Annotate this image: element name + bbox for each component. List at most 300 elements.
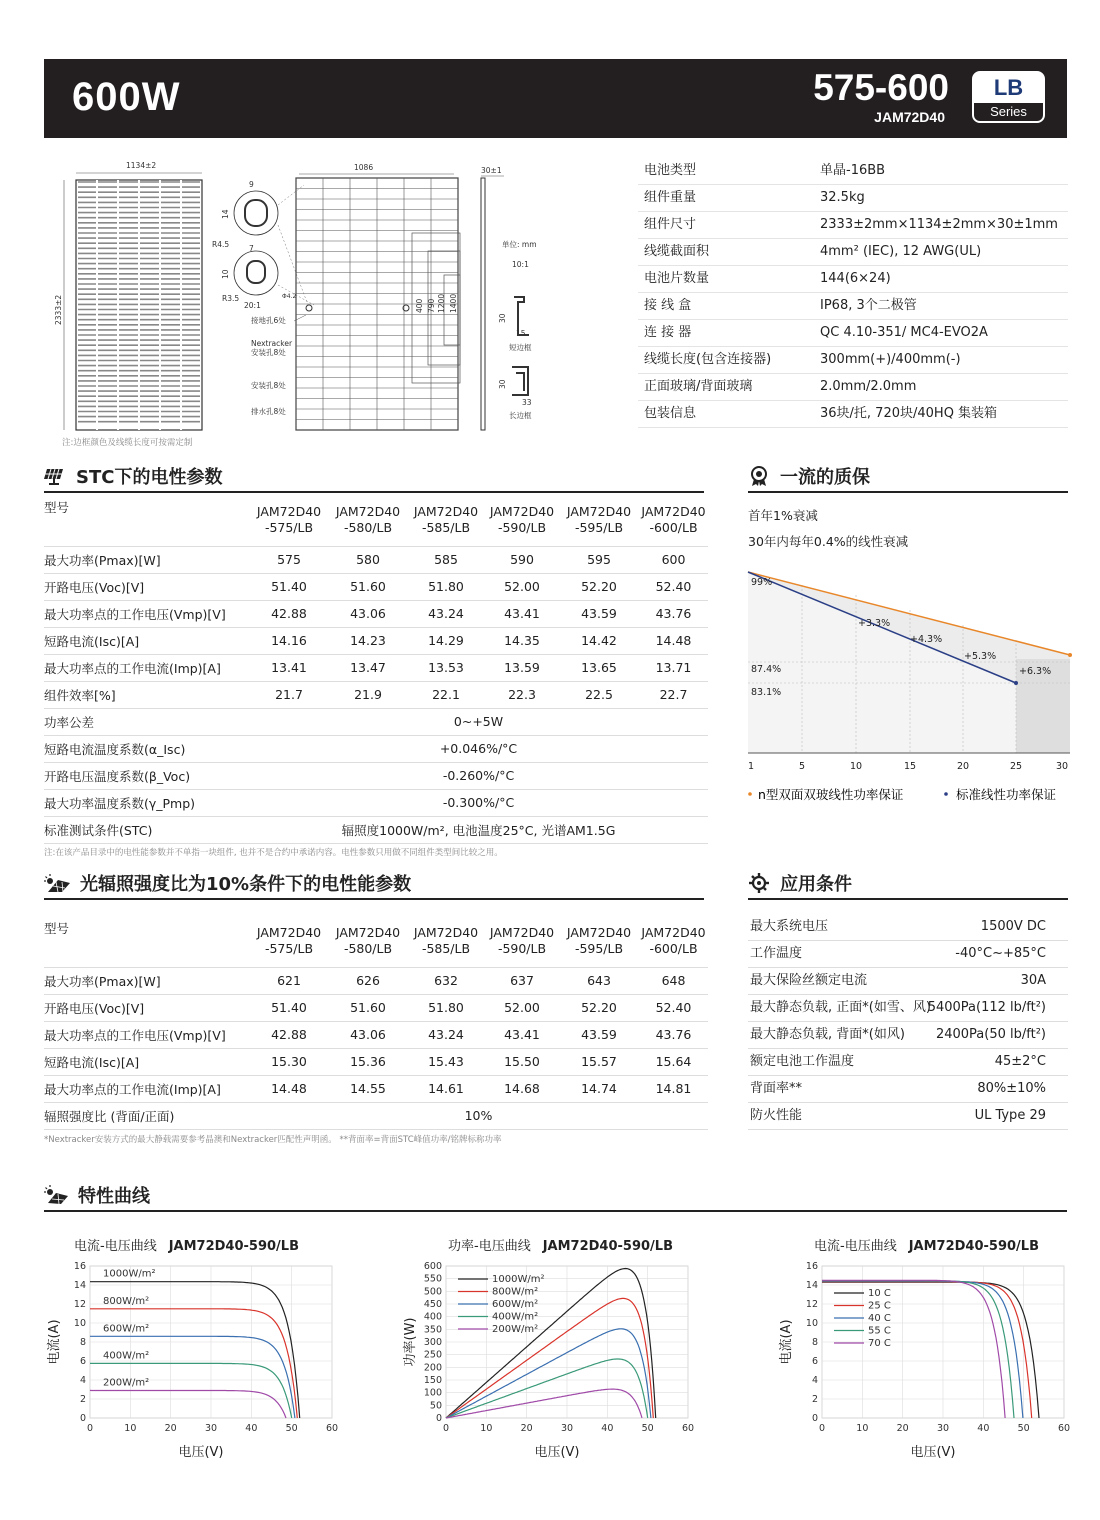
table-cell: 辐照强度比 (背面/正面): [44, 1102, 249, 1129]
chart3-title: 电流-电压曲线: [814, 1239, 897, 1254]
table-header-cell: JAM72D40 -580/LB: [329, 494, 407, 546]
table-cell: 590: [485, 546, 559, 573]
table-cell: -0.300%/°C: [249, 789, 708, 816]
mount-hole-label: 安装孔8处: [251, 381, 286, 390]
spec-row: [638, 158, 1068, 185]
spec-value: 2.0mm/2.0mm: [820, 379, 917, 394]
table-cell: 600: [639, 546, 708, 573]
inner-dim: 1086: [354, 163, 374, 172]
chart1-title: 电流-电压曲线: [74, 1239, 157, 1254]
spec-key: 正面玻璃/背面玻璃: [644, 379, 753, 394]
curves-title: 特性曲线: [78, 1186, 150, 1207]
dim-9: 9: [249, 180, 254, 189]
condition-row: [748, 1049, 1068, 1076]
x-tick-label: 40: [601, 1423, 614, 1434]
table-cell: 最大功率温度系数(γ_Pmp): [44, 789, 249, 816]
table-cell: 15.36: [329, 1048, 407, 1075]
table-cell: 15.43: [407, 1048, 485, 1075]
curves-section-head: [44, 1182, 150, 1208]
spec-key: 组件尺寸: [644, 217, 697, 232]
table-cell: 15.30: [249, 1048, 329, 1075]
table-cell: 14.55: [329, 1075, 407, 1102]
y-tick-label: 200: [423, 1362, 442, 1374]
warranty-line-1: 首年1%衰减: [748, 508, 818, 523]
x-tick-label: 60: [325, 1423, 339, 1434]
spec-key: 组件重量: [644, 190, 697, 205]
stc-divider: [44, 491, 704, 493]
thick-dim: 30±1: [481, 166, 502, 175]
warranty-chart: [740, 565, 1080, 810]
table-cell: 585: [407, 546, 485, 573]
table-row: [44, 789, 708, 816]
spec-row: [638, 401, 1068, 428]
condition-value: -40°C~+85°C: [955, 946, 1046, 961]
spec-key: 线缆截面积: [644, 244, 710, 259]
table-header-cell: JAM72D40 -575/LB: [249, 915, 329, 967]
y-tick-label: 400: [423, 1311, 442, 1323]
y-tick-label: 4: [79, 1375, 86, 1386]
x-tick-label: 0: [442, 1423, 450, 1434]
dim-1200: 1200: [437, 293, 446, 313]
series-label: 800W/m²: [103, 1295, 150, 1307]
table-cell: 52.40: [639, 573, 708, 600]
x-tick-label: 30: [936, 1423, 950, 1434]
table-header-cell: JAM72D40 -585/LB: [407, 494, 485, 546]
x-tick-label: 50: [641, 1423, 654, 1434]
dim-10: 10: [221, 269, 230, 279]
x-tick-label: 60: [1057, 1423, 1071, 1434]
legend-label: 25 C: [868, 1300, 891, 1312]
table-header-cell: 型号: [44, 494, 249, 546]
spec-row: [638, 320, 1068, 347]
y-axis-label: 电流(A): [779, 1319, 794, 1365]
table-cell: 43.24: [407, 600, 485, 627]
wx-tick-6: 30: [1055, 761, 1069, 772]
y-tick-label: 300: [423, 1337, 442, 1348]
legend-blue: 标准线性功率保证: [956, 787, 1057, 802]
table-cell: 52.00: [485, 573, 559, 600]
table-header-cell: JAM72D40 -590/LB: [485, 915, 559, 967]
table-cell: 10%: [249, 1102, 708, 1129]
table-row: [44, 708, 708, 735]
y-tick-label: 2: [79, 1394, 86, 1405]
table-cell: 42.88: [249, 600, 329, 627]
table-cell: 632: [407, 967, 485, 994]
table-cell: 51.40: [249, 994, 329, 1021]
header-bar: [44, 59, 1067, 138]
table-cell: 15.57: [559, 1048, 639, 1075]
solar-panel-icon: [44, 466, 66, 486]
table-row: [44, 735, 708, 762]
table-header-row: [44, 494, 708, 546]
spec-value: IP68, 3个二极管: [820, 298, 917, 313]
table-header-cell: JAM72D40 -600/LB: [639, 915, 708, 967]
table-cell: 22.7: [639, 681, 708, 708]
table-header-cell: JAM72D40 -590/LB: [485, 494, 559, 546]
sun-panel-icon: [44, 873, 70, 893]
stc-note: 注:在该产品目录中的电性能参数并不单指一块组件, 也并不是合约中承诺内容。电性参数只用做不同组件类型间比较之用。: [44, 848, 503, 858]
table-cell: 52.20: [559, 573, 639, 600]
table-cell: 42.88: [249, 1021, 329, 1048]
condition-key: 最大静态负载, 背面*(如风): [750, 1027, 905, 1042]
dim-33: 33: [522, 398, 532, 407]
bifacial-section-head: [44, 870, 411, 896]
table-cell: 43.06: [329, 600, 407, 627]
dim-7: 7: [249, 244, 254, 253]
table-row: [44, 627, 708, 654]
spec-key: 接 线 盒: [644, 298, 692, 313]
iv-temperature-chart: [772, 1258, 1092, 1468]
conditions-title: 应用条件: [780, 874, 852, 895]
spec-value: 32.5kg: [820, 190, 865, 205]
y-tick-label: 14: [73, 1280, 86, 1291]
x-tick-label: 40: [245, 1423, 258, 1434]
y-tick-label: 100: [423, 1387, 442, 1399]
y-tick-label: 10: [73, 1318, 86, 1329]
x-tick-label: 50: [285, 1423, 298, 1434]
wx-tick-3: 15: [903, 761, 917, 772]
legend-label: 600W/m²: [492, 1299, 539, 1310]
table-cell: 最大功率点的工作电流(Imp)[A]: [44, 1075, 249, 1102]
table-cell: 13.53: [407, 654, 485, 681]
dim-r45: R4.5: [212, 240, 230, 249]
y-tick-label: 550: [423, 1273, 442, 1285]
y-axis-label: 功率(W): [403, 1317, 418, 1367]
conditions-section-head: [748, 870, 852, 896]
table-cell: 643: [559, 967, 639, 994]
spec-value: 144(6×24): [820, 271, 891, 286]
legend-blue-dot: [944, 792, 948, 796]
condition-value: 30A: [1020, 973, 1046, 988]
x-tick-label: 0: [818, 1423, 826, 1434]
table-cell: 开路电压(Voc)[V]: [44, 994, 249, 1021]
table-cell: 14.29: [407, 627, 485, 654]
table-row: [44, 762, 708, 789]
label-831: 83.1%: [751, 687, 782, 698]
table-cell: 22.1: [407, 681, 485, 708]
award-icon: [748, 465, 770, 487]
warranty-divider: [748, 491, 1068, 493]
table-cell: 13.47: [329, 654, 407, 681]
table-cell: 51.60: [329, 994, 407, 1021]
dim-14: 14: [221, 209, 230, 219]
table-row: [44, 1075, 708, 1102]
height-dim: 2333±2: [54, 294, 63, 325]
x-axis-label: 电压(V): [534, 1445, 580, 1460]
table-cell: 14.48: [249, 1075, 329, 1102]
table-cell: 短路电流温度系数(α_Isc): [44, 735, 249, 762]
y-tick-label: 12: [805, 1299, 818, 1310]
table-cell: 13.41: [249, 654, 329, 681]
legend-label: 70 C: [868, 1338, 891, 1349]
table-cell: 14.42: [559, 627, 639, 654]
table-cell: 14.23: [329, 627, 407, 654]
condition-row: [748, 1022, 1068, 1049]
table-cell: 14.74: [559, 1075, 639, 1102]
wx-tick-4: 20: [956, 761, 970, 772]
spec-row: [638, 293, 1068, 320]
table-cell: 637: [485, 967, 559, 994]
ground-hole-label: 接地孔6处: [251, 316, 286, 325]
bifacial-table: [44, 915, 708, 1130]
label-43: +4.3%: [910, 634, 943, 645]
y-tick-label: 150: [423, 1375, 442, 1386]
wx-tick-1: 5: [798, 761, 806, 772]
table-cell: 0~+5W: [249, 708, 708, 735]
unit-label: 单位: mm: [502, 240, 537, 249]
conditions-divider: [748, 898, 1068, 900]
condition-key: 最大静态负载, 正面*(如雪、风): [750, 1000, 931, 1015]
x-tick-label: 10: [124, 1423, 137, 1434]
x-tick-label: 50: [1017, 1423, 1030, 1434]
warranty-line-2: 30年内每年0.4%的线性衰减: [748, 534, 909, 549]
blue-end: [1014, 681, 1018, 685]
table-header-cell: JAM72D40 -580/LB: [329, 915, 407, 967]
table-cell: 43.06: [329, 1021, 407, 1048]
table-row: [44, 681, 708, 708]
legend-label: 10 C: [868, 1288, 891, 1299]
condition-value: 5400Pa(112 lb/ft²): [927, 1000, 1046, 1015]
y-tick-label: 6: [79, 1356, 86, 1367]
table-header-cell: JAM72D40 -575/LB: [249, 494, 329, 546]
table-cell: 52.20: [559, 994, 639, 1021]
table-cell: 621: [249, 967, 329, 994]
table-cell: 21.9: [329, 681, 407, 708]
dim-15: 15: [516, 329, 526, 338]
table-cell: 43.76: [639, 1021, 708, 1048]
scale-10: 10:1: [512, 260, 529, 269]
module-drawing: [44, 155, 624, 455]
spec-value: QC 4.10-351/ MC4-EVO2A: [820, 325, 988, 340]
short-frame-label: 短边框: [509, 343, 532, 352]
dim-30b: 30: [498, 379, 507, 389]
nextracker-holes-label: 安装孔8处: [251, 348, 286, 357]
table-cell: 13.59: [485, 654, 559, 681]
condition-key: 防火性能: [750, 1108, 803, 1123]
spec-value: 2333±2mm×1134±2mm×30±1mm: [820, 217, 1058, 232]
table-cell: 52.00: [485, 994, 559, 1021]
dim-1400: 1400: [449, 293, 458, 313]
x-axis-label: 电压(V): [178, 1445, 224, 1460]
side-profile: [481, 178, 485, 430]
table-cell: 51.80: [407, 994, 485, 1021]
x-tick-label: 20: [896, 1423, 909, 1434]
label-874: 87.4%: [751, 664, 782, 675]
table-header-cell: JAM72D40 -595/LB: [559, 494, 639, 546]
legend-orange: n型双面双玻线性功率保证: [758, 787, 904, 802]
wx-tick-5: 25: [1009, 761, 1023, 772]
bifacial-note: *Nextracker安装方式的最大静载需要参考晶澳和Nextracker匹配性声明函。 **背面率=背面STC峰值功率/铭牌标称功率: [44, 1135, 502, 1145]
table-cell: 595: [559, 546, 639, 573]
table-cell: 626: [329, 967, 407, 994]
spec-key: 电池类型: [644, 163, 697, 178]
table-cell: 14.16: [249, 627, 329, 654]
bifacial-title: 光辐照强度比为10%条件下的电性能参数: [80, 874, 412, 895]
table-cell: 648: [639, 967, 708, 994]
hole-detail-2: [234, 251, 278, 295]
table-row: [44, 967, 708, 994]
condition-row: [748, 914, 1068, 941]
y-tick-label: 500: [423, 1286, 442, 1298]
table-cell: 43.41: [485, 1021, 559, 1048]
table-cell: 575: [249, 546, 329, 573]
y-tick-label: 2: [811, 1394, 818, 1405]
spec-row: [638, 347, 1068, 374]
stc-title: STC下的电性参数: [76, 467, 223, 488]
warranty-section-head: [748, 463, 870, 489]
x-tick-label: 30: [204, 1423, 218, 1434]
y-tick-label: 12: [73, 1299, 86, 1310]
table-header-row: [44, 915, 708, 967]
hole-detail-1: [234, 191, 278, 235]
dim-400: 400: [415, 298, 424, 313]
legend-orange-dot: [748, 792, 752, 796]
badge-lb: LB: [974, 73, 1043, 103]
table-cell: 最大功率(Pmax)[W]: [44, 546, 249, 573]
table-header-cell: JAM72D40 -585/LB: [407, 915, 485, 967]
y-tick-label: 350: [423, 1324, 442, 1336]
table-cell: 15.50: [485, 1048, 559, 1075]
condition-value: 2400Pa(50 lb/ft²): [935, 1027, 1046, 1042]
x-tick-label: 40: [977, 1423, 990, 1434]
condition-row: [748, 968, 1068, 995]
dim-r35: R3.5: [222, 294, 240, 303]
x-tick-label: 10: [480, 1423, 493, 1434]
chart2-model: JAM72D40-590/LB: [542, 1239, 673, 1254]
chart2-title-wrap: [448, 1235, 673, 1254]
iv-irradiance-chart: [40, 1258, 360, 1468]
chart1-model: JAM72D40-590/LB: [168, 1239, 299, 1254]
stc-table: [44, 494, 708, 844]
table-cell: 52.40: [639, 994, 708, 1021]
spec-row: [638, 239, 1068, 266]
condition-row: [748, 1076, 1068, 1103]
table-cell: +0.046%/°C: [249, 735, 708, 762]
long-frame-label: 长边框: [509, 411, 532, 420]
page-title: 600W: [72, 75, 181, 119]
y-tick-label: 450: [423, 1299, 442, 1310]
table-header-cell: JAM72D40 -600/LB: [639, 494, 708, 546]
table-row: [44, 573, 708, 600]
y-tick-label: 250: [423, 1349, 442, 1361]
nextracker-label: Nextracker: [251, 339, 293, 348]
x-tick-label: 20: [520, 1423, 533, 1434]
scale-20: 20:1: [244, 301, 261, 310]
table-row: [44, 1021, 708, 1048]
x-tick-label: 30: [560, 1423, 574, 1434]
series-label: 200W/m²: [103, 1377, 150, 1389]
table-row: [44, 600, 708, 627]
spec-row: [638, 266, 1068, 293]
y-tick-label: 14: [805, 1280, 818, 1291]
y-tick-label: 6: [811, 1356, 818, 1367]
y-tick-label: 16: [73, 1261, 86, 1272]
legend-label: 400W/m²: [492, 1311, 539, 1323]
table-cell: 辐照度1000W/m², 电池温度25°C, 光谱AM1.5G: [249, 816, 708, 843]
drawing-note: 注:边框颜色及线缆长度可按需定制: [62, 438, 193, 448]
table-cell: 14.48: [639, 627, 708, 654]
table-cell: 43.41: [485, 600, 559, 627]
x-tick-label: 60: [681, 1423, 695, 1434]
spec-key: 包装信息: [644, 406, 697, 421]
table-cell: 开路电压(Voc)[V]: [44, 573, 249, 600]
spec-value: 4mm² (IEC), 12 AWG(UL): [820, 244, 982, 259]
condition-row: [748, 1103, 1068, 1130]
table-row: [44, 994, 708, 1021]
table-cell: 功率公差: [44, 708, 249, 735]
y-tick-label: 8: [811, 1337, 818, 1348]
chart3-model: JAM72D40-590/LB: [908, 1239, 1039, 1254]
y-tick-label: 0: [811, 1413, 818, 1424]
legend-label: 800W/m²: [492, 1286, 539, 1298]
spec-key: 连 接 器: [644, 325, 692, 340]
pv-irradiance-chart: [396, 1258, 716, 1468]
x-tick-label: 10: [856, 1423, 869, 1434]
x-tick-label: 20: [164, 1423, 177, 1434]
series-label: 600W/m²: [103, 1323, 150, 1335]
table-cell: 开路电压温度系数(β_Voc): [44, 762, 249, 789]
condition-key: 背面率**: [750, 1081, 803, 1096]
legend-label: 40 C: [868, 1313, 891, 1324]
condition-key: 额定电池工作温度: [750, 1054, 855, 1069]
chart3-title-wrap: [814, 1235, 1039, 1254]
wx-tick-0: 1: [747, 761, 755, 772]
badge-series: Series: [974, 103, 1043, 123]
front-cells: [78, 180, 200, 430]
spec-row: [638, 185, 1068, 212]
table-cell: 最大功率点的工作电压(Vmp)[V]: [44, 1021, 249, 1048]
warranty-title: 一流的质保: [780, 467, 870, 488]
legend-label: 200W/m²: [492, 1324, 539, 1335]
table-cell: 13.71: [639, 654, 708, 681]
x-tick-label: 0: [86, 1423, 94, 1434]
spec-value: 单晶-16BB: [820, 163, 886, 178]
table-cell: 14.61: [407, 1075, 485, 1102]
curves-divider: [44, 1210, 1067, 1212]
label-53: +5.3%: [964, 651, 997, 662]
series-label: 400W/m²: [103, 1350, 150, 1362]
spec-key: 电池片数量: [644, 271, 710, 286]
table-cell: 13.65: [559, 654, 639, 681]
table-cell: 21.7: [249, 681, 329, 708]
condition-key: 最大保险丝额定电流: [750, 973, 868, 988]
table-cell: 43.59: [559, 600, 639, 627]
table-cell: 15.64: [639, 1048, 708, 1075]
series-label: 1000W/m²: [103, 1268, 156, 1280]
table-cell: 43.76: [639, 600, 708, 627]
label-33: +3.3%: [858, 618, 891, 629]
condition-key: 最大系统电压: [750, 919, 829, 934]
table-cell: 43.24: [407, 1021, 485, 1048]
y-tick-label: 8: [79, 1337, 86, 1348]
stc-section-head: [44, 463, 222, 489]
table-cell: 51.40: [249, 573, 329, 600]
condition-key: 工作温度: [750, 946, 803, 961]
y-tick-label: 0: [435, 1413, 442, 1424]
condition-value: UL Type 29: [974, 1108, 1046, 1123]
table-row: [44, 546, 708, 573]
table-header-cell: 型号: [44, 915, 249, 967]
sun-curve-icon: [44, 1185, 68, 1205]
table-cell: 短路电流(Isc)[A]: [44, 1048, 249, 1075]
long-frame-shape: [512, 367, 528, 395]
legend-label: 55 C: [868, 1325, 891, 1337]
condition-value: 1500V DC: [980, 919, 1046, 934]
table-cell: 组件效率[%]: [44, 681, 249, 708]
spec-value: 36块/托, 720块/40HQ 集装箱: [820, 406, 998, 421]
gear-icon: [748, 872, 770, 894]
condition-row: [748, 995, 1068, 1022]
